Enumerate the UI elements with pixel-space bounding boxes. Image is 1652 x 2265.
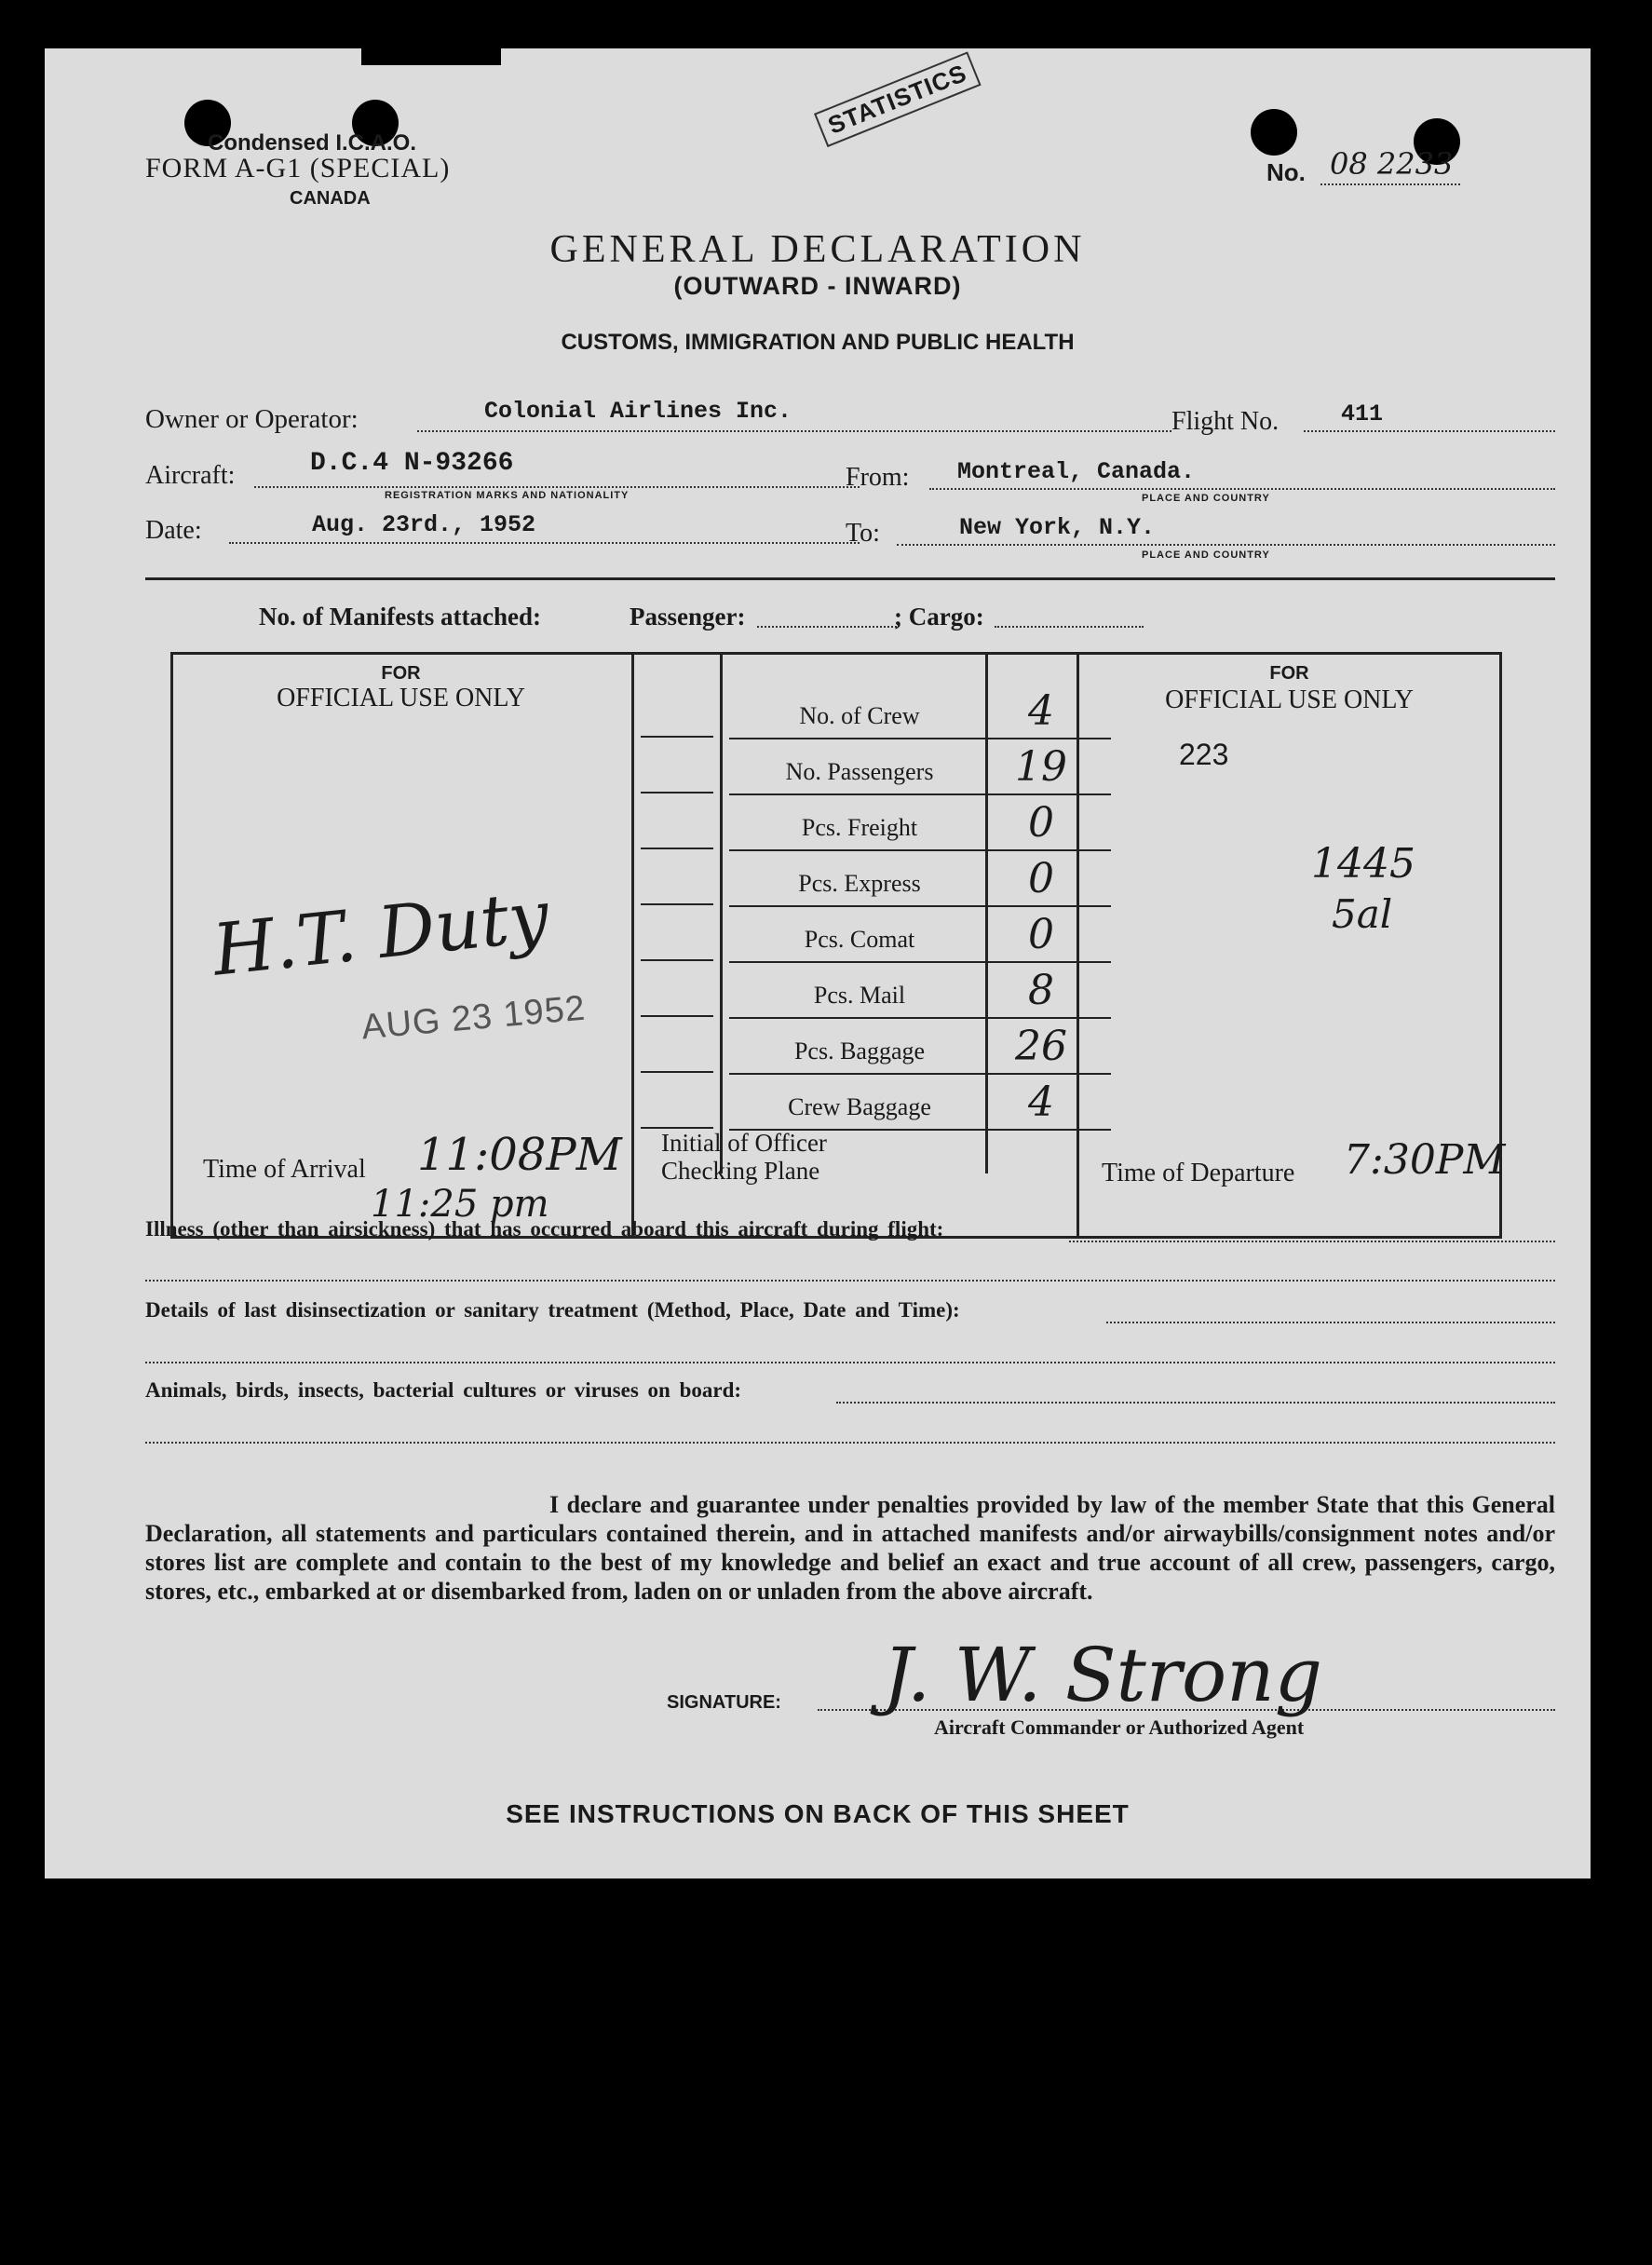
- initial-label-1: Initial of Officer: [661, 1129, 827, 1157]
- row-label: Pcs. Baggage: [793, 1038, 926, 1065]
- row-value: 19: [1015, 743, 1067, 791]
- aircraft-value: D.C.4 N-93266: [310, 449, 514, 478]
- row-blank-dash: [641, 848, 713, 849]
- row-underline: [729, 849, 1111, 851]
- row-value: 4: [1028, 1078, 1054, 1126]
- row-blank-dash: [641, 736, 713, 738]
- left-official: OFFICIAL USE ONLY: [277, 684, 525, 712]
- owner-line: [417, 430, 1171, 432]
- torn-edge: [361, 41, 501, 65]
- illness-line-2: [145, 1280, 1555, 1282]
- illness-line-1: [1069, 1241, 1555, 1242]
- page-subheading: CUSTOMS, IMMIGRATION AND PUBLIC HEALTH: [561, 330, 1075, 355]
- signature-caption: Aircraft Commander or Authorized Agent: [934, 1716, 1305, 1739]
- illness-label: Illness (other than airsickness) that has occurred aboard this aircraft during flight:: [145, 1217, 944, 1241]
- animals-line-2: [145, 1442, 1555, 1444]
- to-label: To:: [846, 519, 880, 548]
- departure-label: Time of Departure: [1102, 1159, 1295, 1187]
- right-official: OFFICIAL USE ONLY: [1165, 685, 1414, 714]
- row-value: 0: [1028, 855, 1054, 902]
- left-for: FOR: [381, 663, 421, 684]
- row-underline: [729, 1017, 1111, 1019]
- row-label: Crew Baggage: [788, 1093, 931, 1120]
- disinsect-line-2: [145, 1362, 1555, 1363]
- row-blank-dash: [641, 1015, 713, 1017]
- manifests-passenger-line: [757, 626, 897, 628]
- row-blank-dash: [641, 959, 713, 961]
- flight-value: 411: [1341, 400, 1384, 427]
- row-label: Pcs. Mail: [813, 982, 906, 1009]
- row-value: 0: [1028, 799, 1054, 847]
- disinsect-line-1: [1106, 1322, 1555, 1323]
- commander-signature: J. W. Strong: [883, 1632, 1322, 1718]
- form-header-line3: CANADA: [290, 188, 371, 209]
- to-value: New York, N.Y.: [959, 514, 1156, 541]
- document-page: [45, 48, 1591, 1878]
- row-value: 4: [1028, 687, 1054, 735]
- disinsect-label: Details of last disinsectization or sanitary treatment (Method, Place, Date and Time):: [145, 1298, 960, 1322]
- row-blank-dash: [641, 903, 713, 905]
- table-divider-values: [985, 652, 988, 1173]
- to-caption: PLACE AND COUNTRY: [1142, 549, 1270, 561]
- punch-hole: [1251, 109, 1297, 156]
- from-caption: PLACE AND COUNTRY: [1142, 493, 1270, 504]
- row-blank-dash: [641, 1071, 713, 1073]
- animals-line-1: [836, 1402, 1555, 1404]
- right-note-2: 5al: [1332, 891, 1393, 937]
- owner-label: Owner or Operator:: [145, 404, 359, 434]
- form-header-line1: Condensed I.C.A.O.: [208, 130, 417, 156]
- row-underline: [729, 738, 1111, 739]
- form-number-value: 08 2233: [1330, 146, 1454, 182]
- row-value: 0: [1028, 911, 1054, 958]
- form-header-line2: FORM A-G1 (SPECIAL): [145, 153, 451, 183]
- manifests-passenger-label: Passenger:: [630, 603, 746, 631]
- right-note-1: 1445: [1311, 840, 1415, 888]
- divider: [145, 577, 1555, 580]
- row-value: 26: [1015, 1023, 1067, 1070]
- aircraft-caption: REGISTRATION MARKS AND NATIONALITY: [385, 490, 630, 501]
- row-label: Pcs. Express: [798, 870, 921, 897]
- animals-label: Animals, birds, insects, bacterial cultures or viruses on board:: [145, 1378, 742, 1402]
- row-underline: [729, 1073, 1111, 1075]
- flight-label: Flight No.: [1171, 407, 1280, 436]
- officer-signature: H.T. Duty: [209, 874, 553, 992]
- aircraft-label: Aircraft:: [145, 461, 236, 490]
- form-number-label: No.: [1266, 158, 1306, 186]
- arrival-label: Time of Arrival: [203, 1155, 366, 1184]
- manifests-label: No. of Manifests attached:: [259, 603, 541, 631]
- aircraft-line: [254, 486, 860, 488]
- row-underline: [729, 961, 1111, 963]
- form-number-line: [1320, 183, 1460, 185]
- right-for: FOR: [1269, 663, 1309, 684]
- right-number: 223: [1179, 738, 1229, 771]
- from-line: [929, 488, 1555, 490]
- footer-instructions: SEE INSTRUCTIONS ON BACK OF THIS SHEET: [506, 1799, 1130, 1828]
- manifests-cargo-label: ; Cargo:: [894, 603, 984, 631]
- initial-label-2: Checking Plane: [661, 1157, 820, 1185]
- date-label: Date:: [145, 516, 202, 545]
- date-stamp: AUG 23 1952: [359, 988, 588, 1048]
- table-divider-right: [1077, 652, 1079, 1239]
- from-value: Montreal, Canada.: [957, 458, 1196, 485]
- row-value: 8: [1028, 967, 1054, 1014]
- arrival-value: 11:08PM: [417, 1129, 622, 1181]
- date-line: [229, 542, 860, 544]
- row-label: No. of Crew: [799, 702, 920, 729]
- page-title: GENERAL DECLARATION: [549, 228, 1086, 271]
- row-blank-dash: [641, 792, 713, 793]
- date-value: Aug. 23rd., 1952: [312, 511, 536, 538]
- to-line: [897, 544, 1555, 546]
- row-underline: [729, 905, 1111, 907]
- arrival-value-2: 11:25 pm: [371, 1183, 549, 1226]
- row-label: No. Passengers: [785, 758, 934, 785]
- declaration-text: I declare and guarantee under penalties provided by law of the member State that this General Declaration, all statements and particulars contained therein, and in attached manifests and/or airwaybills/consignment notes and/or stores list are complete and contain to the best of my knowledge and belief an exact and true account of all crew, passengers, cargo, stores, etc., embarked at or disembarked from, laden on or unladen from the above aircraft.: [145, 1491, 1555, 1605]
- table-divider-left: [631, 652, 634, 1239]
- from-label: From:: [846, 463, 910, 492]
- owner-value: Colonial Airlines Inc.: [484, 398, 792, 425]
- row-label: Pcs. Comat: [804, 926, 915, 953]
- row-label: Pcs. Freight: [801, 814, 918, 841]
- statistics-stamp: STATISTICS: [814, 51, 981, 147]
- departure-value: 7:30PM: [1344, 1136, 1506, 1184]
- row-underline: [729, 793, 1111, 795]
- flight-line: [1304, 430, 1555, 432]
- table-divider-inner: [720, 652, 723, 1173]
- manifests-cargo-line: [995, 626, 1144, 628]
- signature-label: SIGNATURE:: [667, 1692, 781, 1713]
- page-subtitle: (OUTWARD - INWARD): [673, 272, 962, 300]
